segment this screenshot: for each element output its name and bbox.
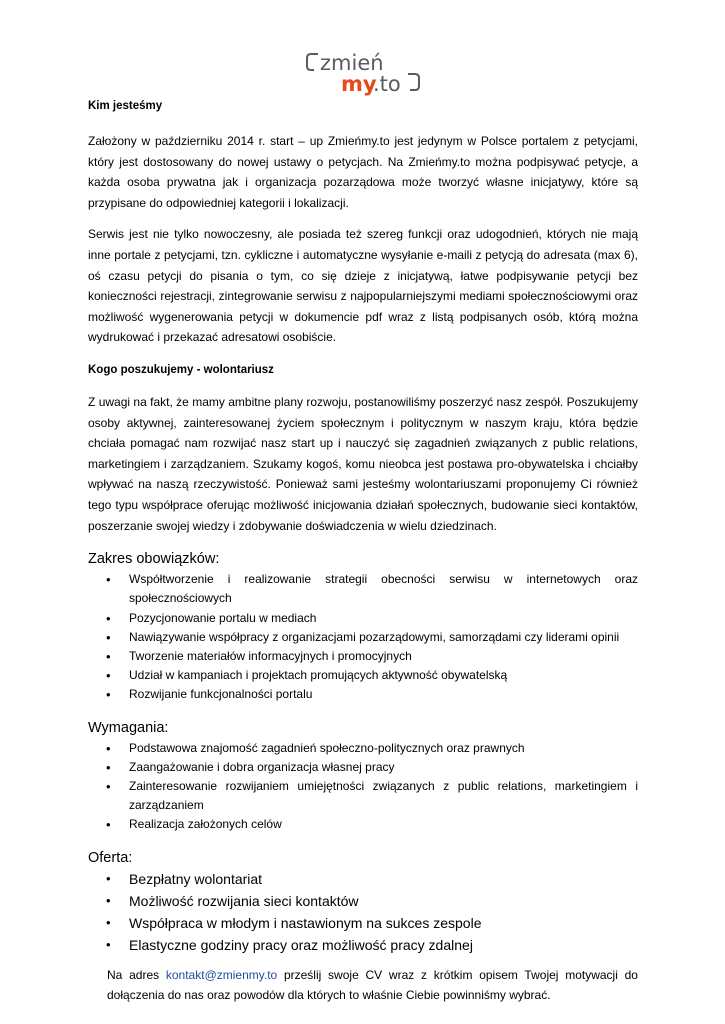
list-item: • Współpraca w młodym i nastawionym na sukces zespole (129, 912, 638, 934)
contact-email-link[interactable]: kontakt@zmienmy.to (165, 967, 278, 982)
requirements-list (88, 739, 638, 835)
duties-heading: Zakres obowiązków: (88, 551, 220, 568)
list-item: • Nawiązywanie współpracy z organizacjami pozarządowymi, samorządami czy liderami opinii (129, 628, 638, 647)
list-item: • Zainteresowanie rozwijaniem umiejętności związanych z public relations, marketingiem i zarządzaniem (129, 777, 638, 815)
list-item: • Rozwijanie funkcjonalności portalu (129, 685, 638, 704)
seeking-heading: Kogo poszukujemy - wolontariusz (88, 363, 274, 376)
list-item: • Pozycjonowanie portalu w mediach (129, 609, 638, 628)
list-item: • Zaangażowanie i dobra organizacja własnej pracy (129, 758, 638, 777)
contact-paragraph (88, 965, 638, 1005)
about-paragraph-2: Serwis jest nie tylko nowoczesny, ale posiada też szereg funkcji oraz udogodnień, których nie mają inne portale z petycjami, tzn. cykliczne i automatyczne wysyłanie e-maili z petycją do adresata (max 6), oś czasu petycji do pisania o tym, co się dzieje z inicjatywą, łatwe podpisywanie petycji bez konieczności rejestracji, zintegrowanie serwisu z najpopularniejszymi mediami społecznościowymi oraz możliwość wygenerowania petycji w dokumencie pdf wraz z listą podpisanych osób, którą można wydrukować i przekazać adresatowi osobiście. (88, 227, 638, 345)
about-paragraph-1: Założony w październiku 2014 r. start – up Zmieńmy.to jest jedynym w Polsce portalem z petycjami, który jest dostosowany do nowej ustawy o petycjach. Na Zmieńmy.to można podpisywać petycje, a każda osoba prywatna jak i organizacja pozarządowa może tworzyć własne inicjatywy, które są przypisane do odpowiedniej kategorii i lokalizacji. (88, 134, 638, 210)
list-item: • Realizacja założonych celów (129, 815, 638, 834)
list-item: • Współtworzenie i realizowanie strategii obecności serwisu w internetowych oraz społecznościowych (129, 570, 638, 608)
list-item: • Możliwość rozwijania sieci kontaktów (129, 890, 638, 912)
document-content (88, 96, 638, 1005)
offer-list (88, 868, 638, 956)
list-item: • Elastyczne godziny pracy oraz możliwość pracy zdalnej (129, 934, 638, 956)
requirements-heading: Wymagania: (88, 719, 169, 736)
contact-suffix: prześlij swoje CV wraz z krótkim opisem Twojej motywacji do dołączenia do nas oraz powodów dla których to właśnie Ciebie powinniśmy wybrać. (107, 967, 638, 1002)
about-heading: Kim jesteśmy (88, 100, 163, 112)
list-item: • Bezpłatny wolontariat (129, 868, 638, 890)
logo-left-bracket (307, 54, 318, 70)
list-item: • Udział w kampaniach i projektach promujących aktywność obywatelską (129, 666, 638, 685)
list-item: • Podstawowa znajomość zagadnień społeczno-politycznych oraz prawnych (129, 739, 638, 758)
duties-list (88, 570, 638, 704)
contact-prefix: Na adres (107, 967, 166, 982)
list-item: • Tworzenie materiałów informacyjnych i promocyjnych (129, 647, 638, 666)
logo-accent: my (341, 72, 377, 96)
seeking-paragraph: Z uwagi na fakt, że mamy ambitne plany rozwoju, postanowiliśmy poszerzyć nasz zespół. Poszukujemy osoby aktywnej, zainteresowanej życiem społecznym i politycznym w naszym kraju, która będzie chciała pomagać nam rozwijać nasz start up i nauczyć się zagadnień związanych z public relations, marketingiem i zarządzaniem. Szukamy kogoś, komu nieobca jest postawa pro-obywatelska i chciałby wpływać na naszą rzeczywistość. Ponieważ sami jesteśmy wolontariuszami proponujemy Ci również tego typu współprace oferując możliwość inicjowania działań społecznych, budowanie sieci kontaktów, poszerzanie swojej wiedzy i zdobywanie doświadczenia w wielu dziedzinach. (88, 394, 638, 533)
offer-heading: Oferta: (88, 849, 133, 866)
logo-line1: zmień (320, 51, 384, 75)
logo-right-bracket (408, 74, 419, 90)
zmienmy-logo (304, 44, 424, 100)
logo-domain: .to (373, 72, 401, 96)
